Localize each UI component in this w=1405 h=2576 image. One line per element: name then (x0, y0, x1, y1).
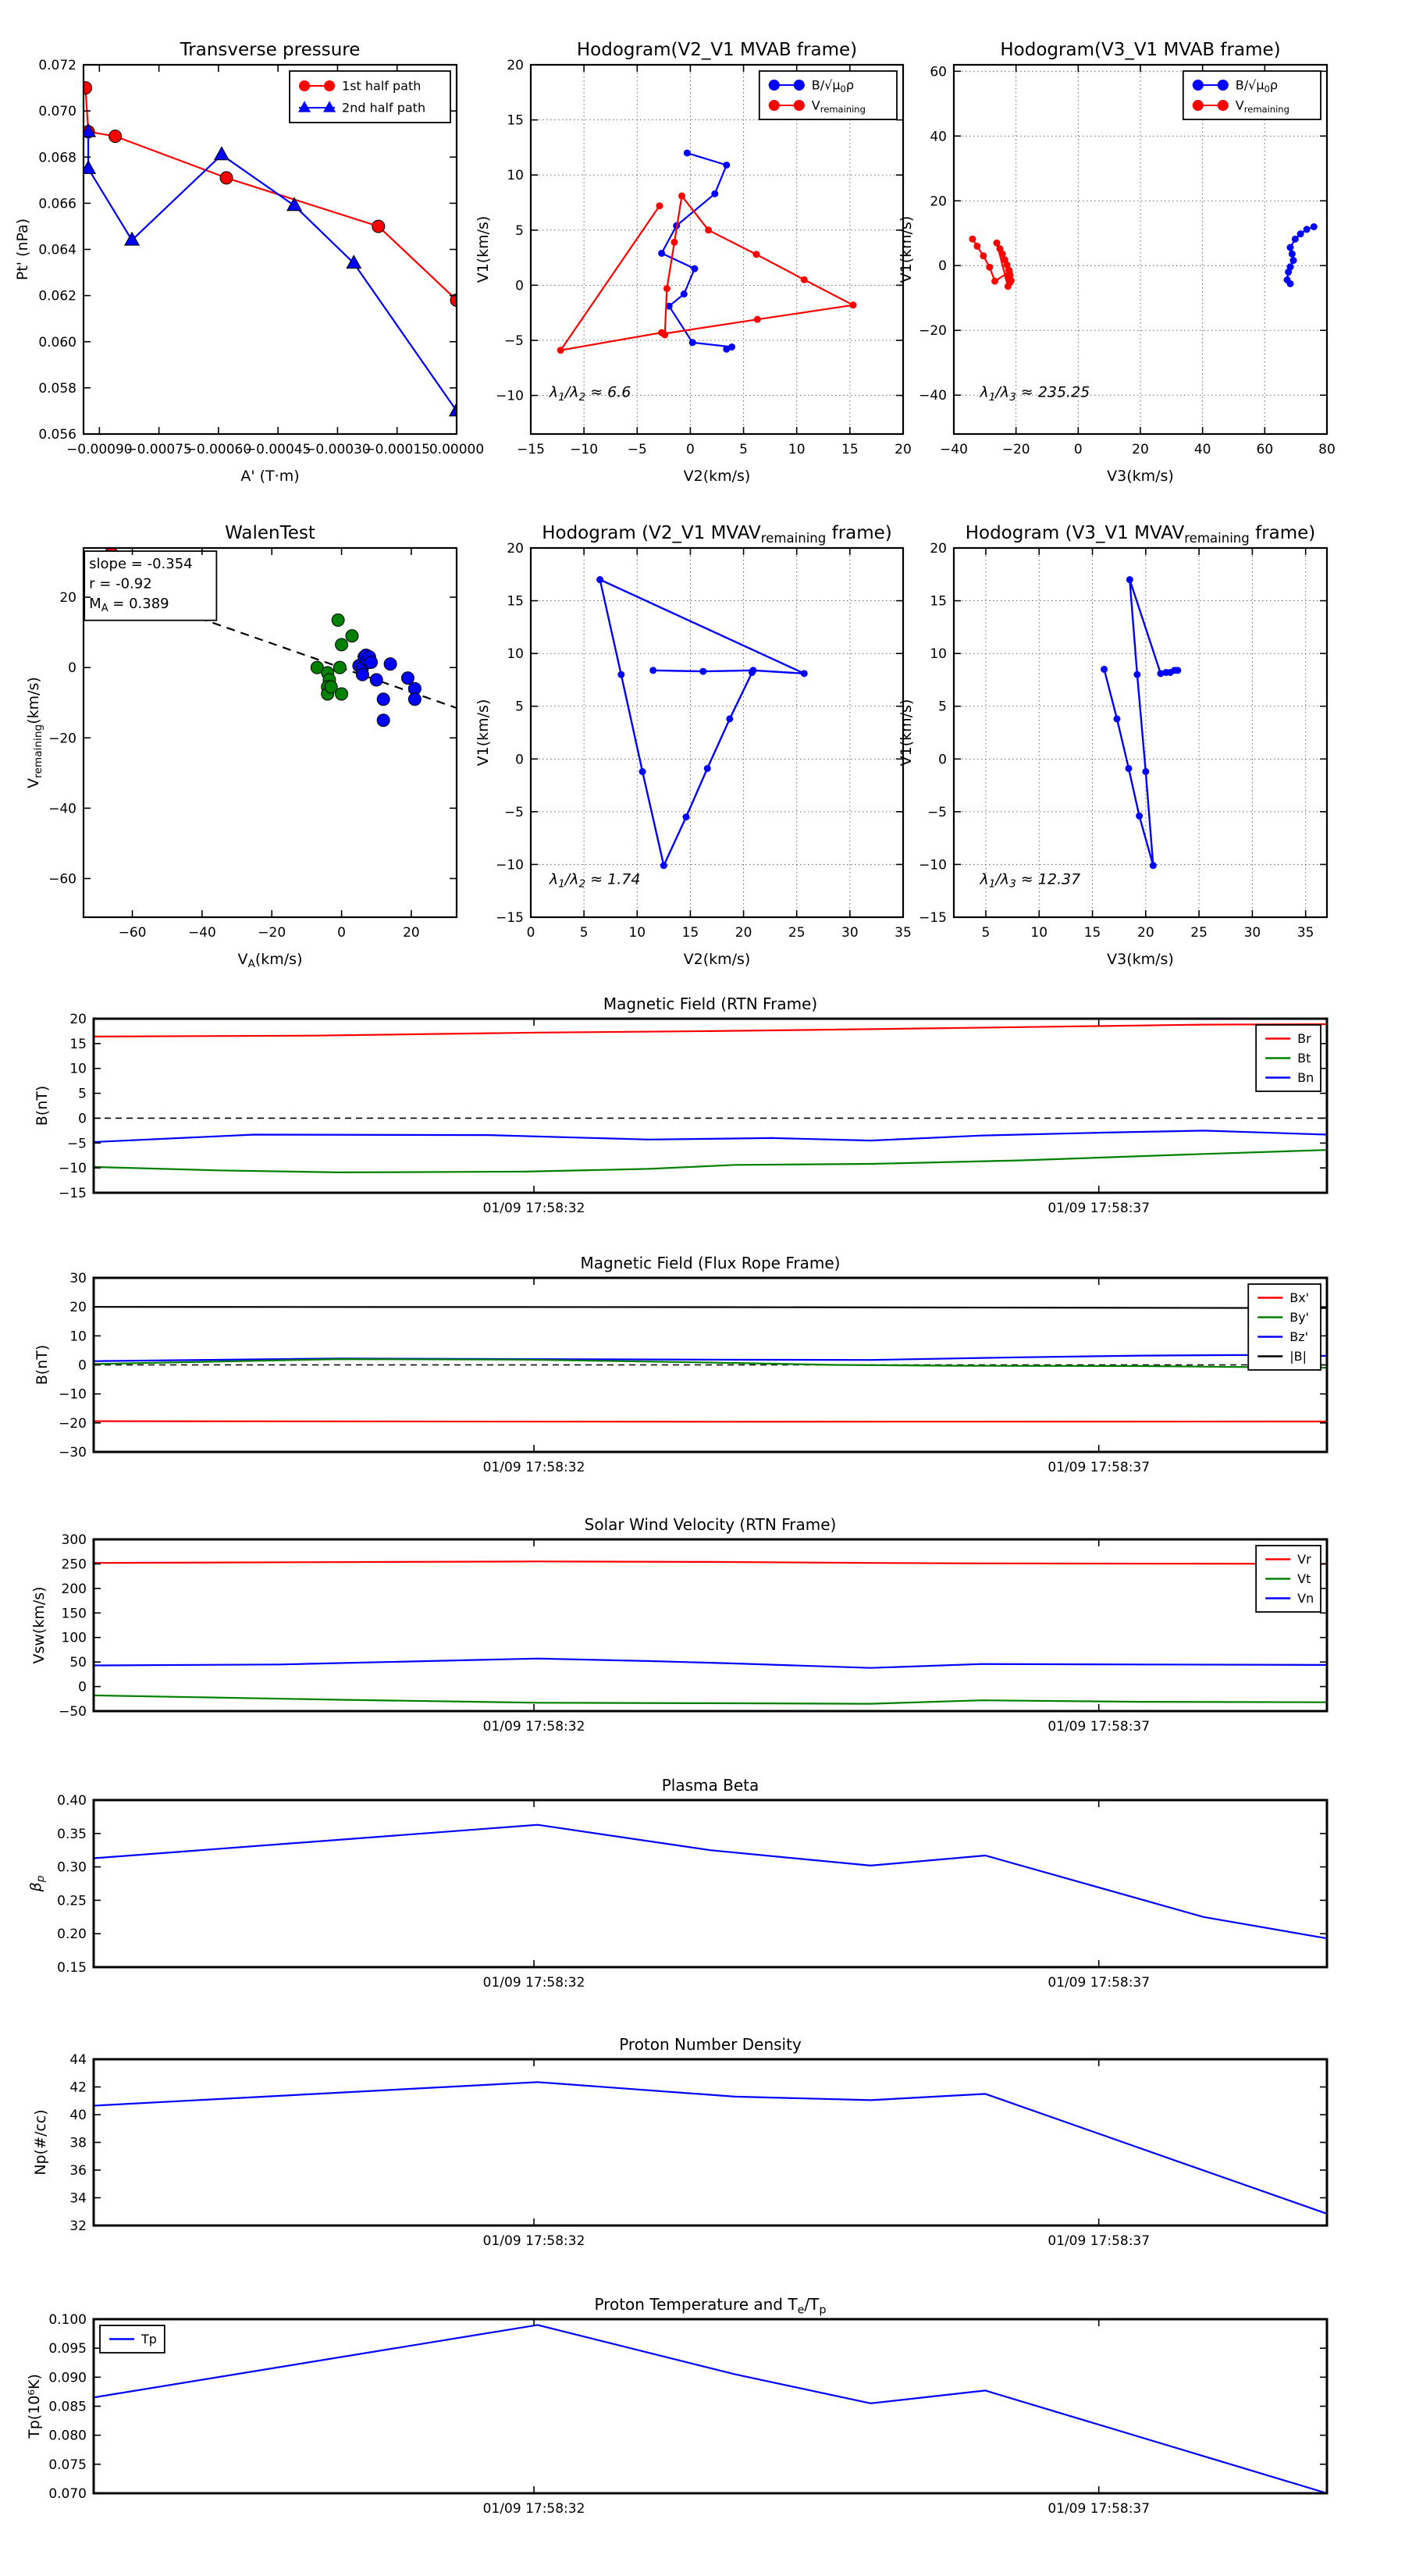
y-tick-label: −5 (503, 333, 524, 349)
y-tick-label: 0.095 (48, 2341, 87, 2357)
y-axis-label: B(nT) (34, 1344, 51, 1386)
y-axis-label: Vsw(km/s) (30, 1586, 48, 1664)
x-tick-label: 35 (895, 925, 912, 941)
legend-label: $B/√\mu_0\rho$ (811, 77, 855, 95)
legend (1248, 1284, 1321, 1370)
y-tick-label: −60 (48, 871, 76, 888)
y-tick-label: 30 (69, 1271, 87, 1286)
y-tick-label: 20 (69, 1300, 87, 1316)
legend (100, 2325, 165, 2353)
legend-label: Bx' (1289, 1290, 1310, 1306)
y-axis-label: Pt' (nPa) (14, 218, 31, 281)
x-tick-label: −15 (517, 442, 545, 457)
series-Bx-prime (94, 1421, 1327, 1422)
legend (1256, 1546, 1321, 1612)
annotation (979, 384, 1090, 404)
y-tick-label: 0.085 (48, 2399, 87, 2415)
x-tick-label: 10 (788, 442, 806, 457)
y-tick-label: 0.058 (38, 380, 76, 397)
x-tick-label: 01/09 17:58:32 (482, 2233, 585, 2249)
y-tick-label: −10 (59, 1386, 87, 1403)
legend (290, 71, 450, 123)
panel-title: Hodogram (V2_V1 $MVAV_{remaining}$ frame) (542, 523, 892, 546)
y-tick-label: 50 (69, 1655, 87, 1671)
y-tick-label: 36 (69, 2163, 87, 2179)
y-tick-label: 0.056 (38, 427, 76, 443)
y-tick-label: 100 (61, 1630, 87, 1646)
legend-label: By' (1289, 1310, 1310, 1325)
panel-hodogram-v2v1-mvav (475, 523, 912, 968)
y-tick-label: −20 (59, 1415, 87, 1432)
y-tick-label: 0 (515, 752, 524, 768)
y-tick-label: 0.070 (38, 104, 76, 120)
legend-label: Bz' (1289, 1329, 1309, 1345)
x-tick-label: −10 (570, 442, 599, 457)
panel-title: Proton Number Density (619, 2035, 802, 2054)
y-tick-label: −15 (919, 910, 947, 926)
y-tick-label: 40 (930, 129, 947, 145)
svg-text:λ1/λ2 ≈ 1.74: $\lambda_1/\lambda_2 \approx 1.74$ (549, 870, 641, 891)
y-tick-label: −5 (927, 804, 947, 820)
legend (1256, 1025, 1321, 1091)
axes-background (94, 2059, 1327, 2226)
panel-hodogram-v3v1-mvav (898, 523, 1327, 968)
y-tick-label: −5 (66, 1136, 87, 1152)
x-tick-label: 5 (579, 925, 589, 941)
y-tick-label: 0.066 (38, 196, 76, 212)
x-tick-label: 01/09 17:58:32 (482, 2501, 585, 2517)
y-tick-label: −40 (919, 388, 947, 404)
x-tick-label: 01/09 17:58:32 (482, 1201, 585, 1216)
x-tick-label: −0.00090 (66, 442, 133, 457)
y-tick-label: 0.15 (57, 1960, 87, 1976)
y-tick-label: 0 (68, 660, 76, 677)
y-tick-label: 0.064 (38, 242, 76, 258)
x-tick-label: 20 (735, 925, 752, 941)
annotation (84, 551, 216, 621)
y-tick-label: 20 (930, 194, 947, 210)
x-tick-label: 60 (1256, 442, 1274, 457)
y-tick-label: 15 (507, 112, 524, 129)
x-tick-label: −0.00030 (304, 442, 371, 457)
y-axis-label: Tp(10⁶K) (26, 2374, 43, 2439)
panel-title: Hodogram (V3_V1 $MVAV_{remaining}$ frame) (965, 523, 1316, 546)
x-tick-label: 15 (841, 442, 859, 457)
x-tick-label: 01/09 17:58:32 (482, 1975, 585, 1991)
y-tick-label: 0.062 (38, 288, 76, 304)
y-tick-label: 0.20 (57, 1927, 87, 1943)
y-tick-label: −15 (59, 1186, 87, 1201)
x-tick-label: 0 (1073, 442, 1083, 457)
x-tick-label: 20 (895, 442, 912, 457)
svg-text:λ1/λ3 ≈ 12.37: $\lambda_1/\lambda_3 \approx 12.37$ (980, 870, 1081, 891)
y-tick-label: −50 (59, 1704, 87, 1720)
x-axis-label: V2(km/s) (683, 951, 751, 968)
y-tick-label: 0.30 (57, 1859, 87, 1876)
axes-background (531, 548, 903, 917)
x-tick-label: 0 (337, 925, 346, 941)
x-tick-label: 01/09 17:58:32 (482, 1719, 585, 1735)
y-tick-label: 15 (930, 593, 947, 610)
y-axis-label: V1(km/s) (475, 215, 492, 283)
y-axis-label: $\beta_p$ (27, 1875, 48, 1892)
panel-plasma-beta (27, 1776, 1327, 1991)
y-tick-label: −10 (919, 857, 947, 873)
x-tick-label: 01/09 17:58:37 (1048, 2501, 1151, 2517)
panel-title: Magnetic Field (RTN Frame) (603, 994, 818, 1013)
y-tick-label: 0 (78, 1357, 87, 1374)
panel-magnetic-field-flux-rope (34, 1254, 1327, 1475)
panel-proton-number-density (32, 2035, 1327, 2249)
x-tick-label: 20 (403, 925, 420, 941)
legend-label: Vr (1297, 1552, 1311, 1567)
legend-label: |B| (1289, 1349, 1307, 1364)
y-tick-label: 10 (69, 1329, 87, 1345)
y-tick-label: 300 (61, 1532, 87, 1548)
x-tick-label: 0.00000 (429, 442, 485, 457)
y-tick-label: 0.075 (48, 2457, 87, 2473)
panel-magnetic-field-rtn (34, 994, 1327, 1216)
x-tick-label: 10 (628, 925, 646, 941)
x-tick-label: 01/09 17:58:37 (1048, 1719, 1151, 1735)
panel-proton-temperature (26, 2295, 1327, 2517)
x-axis-label: A' (T·m) (240, 468, 300, 485)
x-tick-label: 0 (686, 442, 695, 457)
x-tick-label: 5 (981, 925, 991, 941)
panel-title: Plasma Beta (661, 1776, 759, 1795)
y-tick-label: 0 (78, 1679, 87, 1695)
legend-label: 2nd half path (342, 100, 426, 116)
x-tick-label: −0.00075 (126, 442, 192, 457)
x-axis-label: V3(km/s) (1107, 468, 1174, 485)
axes-background (94, 1539, 1327, 1711)
y-tick-label: 20 (507, 541, 524, 557)
legend-label: $V_{remaining}$ (811, 98, 866, 116)
y-tick-label: −10 (496, 857, 524, 873)
y-tick-label: 0 (78, 1111, 87, 1127)
y-tick-label: 0.080 (48, 2428, 87, 2444)
x-tick-label: 01/09 17:58:37 (1048, 1201, 1151, 1216)
y-axis-label: Np(#/cc) (32, 2109, 49, 2176)
y-axis-label: B(nT) (34, 1085, 51, 1126)
legend-label: Vn (1297, 1591, 1314, 1606)
y-tick-label: 20 (69, 1012, 87, 1027)
x-tick-label: 01/09 17:58:32 (482, 1460, 585, 1475)
x-tick-label: 25 (1190, 925, 1208, 941)
y-tick-label: 42 (69, 2080, 87, 2096)
y-tick-label: −20 (919, 323, 947, 340)
panel-hodogram-v3v1-mvab (898, 40, 1336, 485)
y-tick-label: −10 (496, 388, 524, 404)
y-tick-label: 200 (61, 1581, 87, 1597)
y-tick-label: −40 (48, 801, 76, 817)
y-tick-label: 0 (938, 258, 947, 275)
axes-background (94, 1800, 1327, 1967)
y-tick-label: 0.090 (48, 2370, 87, 2386)
panel-walen-test (25, 523, 457, 970)
axes-background (94, 2319, 1327, 2493)
x-tick-label: −40 (187, 925, 216, 941)
x-tick-label: −0.00015 (364, 442, 430, 457)
legend-label: Bt (1297, 1051, 1311, 1066)
y-tick-label: 5 (515, 699, 524, 715)
x-tick-label: 01/09 17:58:37 (1048, 1460, 1151, 1475)
svg-text:λ1/λ2 ≈ 6.6: $\lambda_1/\lambda_2 \approx 6.6$ (549, 383, 631, 404)
y-tick-label: 0 (938, 752, 947, 768)
panel-solar-wind-velocity (30, 1515, 1327, 1735)
y-tick-label: −5 (503, 804, 524, 820)
x-tick-label: 20 (1137, 925, 1154, 941)
y-tick-label: 34 (69, 2190, 87, 2207)
y-tick-label: −30 (59, 1445, 87, 1461)
y-tick-label: 150 (61, 1606, 87, 1622)
y-tick-label: 15 (69, 1036, 87, 1052)
y-axis-label: V1(km/s) (898, 699, 915, 767)
x-tick-label: 25 (788, 925, 806, 941)
x-tick-label: −60 (118, 925, 147, 941)
y-tick-label: 0.40 (57, 1793, 87, 1809)
x-tick-label: −5 (627, 442, 647, 457)
y-tick-label: 40 (69, 2108, 87, 2123)
legend-label: $B/√\mu_0\rho$ (1235, 77, 1279, 95)
x-tick-label: 30 (1243, 925, 1261, 941)
y-tick-label: 38 (69, 2135, 87, 2151)
x-tick-label: −20 (258, 925, 286, 941)
x-tick-label: 20 (1132, 442, 1149, 457)
x-tick-label: 15 (681, 925, 699, 941)
y-tick-label: 20 (930, 541, 947, 557)
y-tick-label: 20 (59, 590, 76, 607)
svg-text:slope = -0.354: slope = -0.354 (89, 556, 193, 573)
x-tick-label: 0 (526, 925, 535, 941)
x-tick-label: −0.00045 (244, 442, 311, 457)
x-tick-label: 15 (1083, 925, 1101, 941)
y-tick-label: 0.072 (38, 58, 76, 73)
y-tick-label: 0.25 (57, 1893, 87, 1909)
y-axis-label: $V_{remaining}(km/s)$ (25, 677, 45, 788)
x-tick-label: 5 (739, 442, 748, 457)
y-tick-label: 0.100 (48, 2312, 87, 2328)
panel-title: Solar Wind Velocity (RTN Frame) (584, 1515, 837, 1534)
x-tick-label: 30 (841, 925, 859, 941)
panel-title: WalenTest (225, 523, 315, 543)
panel-title: Transverse pressure (180, 40, 361, 60)
y-tick-label: 60 (930, 64, 947, 80)
x-axis-label: V2(km/s) (683, 468, 751, 485)
panel-title: Hodogram(V2_V1 MVAB frame) (576, 40, 858, 60)
y-tick-label: 10 (507, 168, 524, 184)
panel-title: Magnetic Field (Flux Rope Frame) (580, 1254, 841, 1272)
y-tick-label: −15 (496, 910, 524, 926)
x-tick-label: 80 (1318, 442, 1336, 457)
x-tick-label: 01/09 17:58:37 (1048, 1975, 1151, 1991)
y-tick-label: 10 (69, 1061, 87, 1077)
legend-label: Tp (141, 2332, 157, 2347)
y-tick-label: 0 (515, 278, 524, 294)
svg-text:r = -0.92: r = -0.92 (89, 575, 152, 592)
legend-label: Bn (1297, 1070, 1314, 1086)
x-tick-label: −40 (940, 442, 968, 457)
y-tick-label: −10 (59, 1161, 87, 1177)
panel-title: Proton Temperature and $T_e/T_p$ (594, 2295, 827, 2317)
x-axis-label: $V_A(km/s)$ (237, 951, 303, 971)
y-tick-label: −20 (48, 731, 76, 747)
x-tick-label: 01/09 17:58:37 (1048, 2233, 1151, 2249)
legend-label: Br (1297, 1031, 1311, 1047)
panel-title: Hodogram(V3_V1 MVAB frame) (1000, 40, 1281, 60)
y-tick-label: 0.070 (48, 2486, 87, 2502)
x-axis-label: V3(km/s) (1107, 951, 1174, 968)
svg-text:MA = 0.389: $M_A = 0.389$ (89, 596, 169, 615)
y-tick-label: 0.35 (57, 1826, 87, 1842)
y-tick-label: 5 (78, 1086, 87, 1102)
y-tick-label: 250 (61, 1557, 87, 1573)
svg-text:λ1/λ3 ≈ 235.25: $\lambda_1/\lambda_3 \approx 235.25$ (980, 383, 1090, 404)
legend-label: Vt (1297, 1571, 1311, 1587)
y-tick-label: 20 (507, 58, 524, 73)
y-tick-label: 10 (507, 646, 524, 663)
x-tick-label: 35 (1297, 925, 1314, 941)
y-axis-label: V1(km/s) (898, 215, 915, 283)
y-tick-label: 15 (507, 593, 524, 610)
y-tick-label: 5 (515, 222, 524, 239)
y-tick-label: 44 (69, 2052, 87, 2068)
x-tick-label: −20 (1001, 442, 1030, 457)
y-tick-label: 0.068 (38, 150, 76, 166)
axes-background (954, 548, 1327, 917)
panel-transverse-pressure (14, 40, 484, 485)
y-tick-label: 32 (69, 2218, 87, 2234)
x-tick-label: 10 (1030, 925, 1048, 941)
x-tick-label: −0.00060 (185, 442, 252, 457)
legend-label: 1st half path (342, 78, 422, 94)
x-tick-label: 40 (1193, 442, 1211, 457)
legend-label: $V_{remaining}$ (1235, 98, 1289, 116)
y-tick-label: 0.060 (38, 334, 76, 350)
legend (1183, 71, 1321, 119)
y-axis-label: V1(km/s) (475, 699, 492, 767)
y-tick-label: 10 (930, 646, 947, 663)
y-tick-label: 5 (938, 699, 947, 715)
panel-hodogram-v2v1-mvab (475, 40, 912, 485)
legend (759, 71, 897, 119)
